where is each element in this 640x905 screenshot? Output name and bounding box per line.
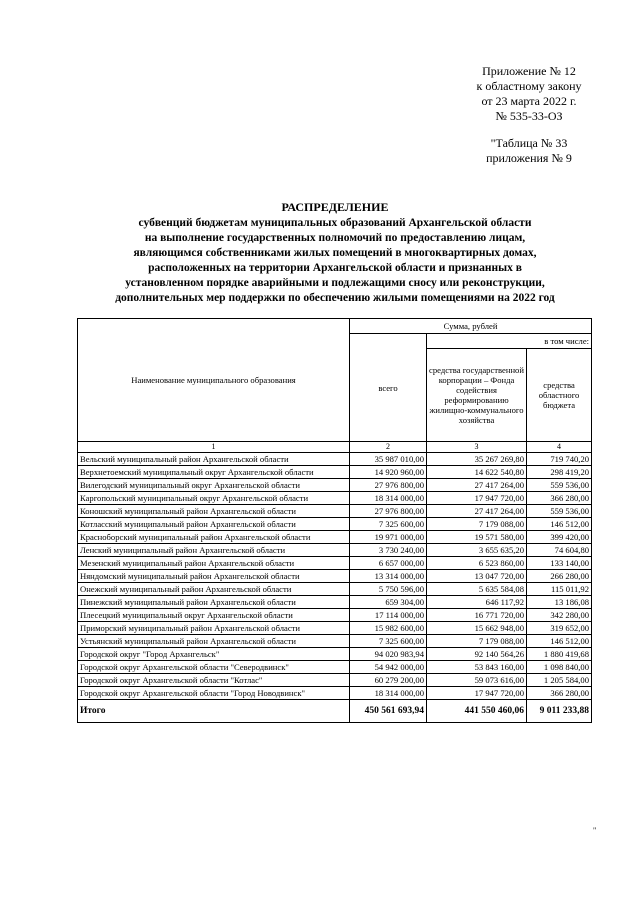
header-fund: средства государственной корпорации – Фонда содействия реформированию жилищно-коммунального хозяйства <box>427 349 527 442</box>
cell-total: 17 114 000,00 <box>350 609 427 622</box>
cell-total: 94 020 983,94 <box>350 648 427 661</box>
cell-municipality: Устьянский муниципальный район Архангельской области <box>78 635 350 648</box>
table-reference-line: "Таблица № 33 <box>490 136 568 150</box>
header-including: в том числе: <box>427 334 592 349</box>
appendix-line: № 535-33-ОЗ <box>495 109 563 123</box>
cell-municipality: Мезенский муниципальный район Архангельской области <box>78 557 350 570</box>
total-regional: 9 011 233,88 <box>527 700 592 723</box>
table-row <box>78 453 592 466</box>
title-line: на выполнение государственных полномочий по предоставлению лицам, <box>144 232 526 244</box>
cell-total: 5 750 596,00 <box>350 583 427 596</box>
table-row <box>78 466 592 479</box>
cell-fund: 17 947 720,00 <box>427 687 527 700</box>
cell-municipality: Ленский муниципальный район Архангельской области <box>78 544 350 557</box>
table-row <box>78 648 592 661</box>
cell-total: 7 325 600,00 <box>350 518 427 531</box>
table-row <box>78 544 592 557</box>
cell-municipality: Коношский муниципальный район Архангельской области <box>78 505 350 518</box>
header-regional: средства областного бюджета <box>527 349 592 442</box>
header-municipality: Наименование муниципального образования <box>78 319 350 442</box>
cell-total: 14 920 960,00 <box>350 466 427 479</box>
cell-fund: 7 179 088,00 <box>427 635 527 648</box>
table-row <box>78 557 592 570</box>
cell-total: 27 976 800,00 <box>350 479 427 492</box>
cell-regional: 1 880 419,68 <box>527 648 592 661</box>
cell-total: 35 987 010,00 <box>350 453 427 466</box>
cell-municipality: Котласский муниципальный район Архангельской области <box>78 518 350 531</box>
title-line: дополнительных мер поддержки по обеспечению жилыми помещениями на 2022 год <box>115 292 555 304</box>
cell-regional: 366 280,00 <box>527 492 592 505</box>
cell-municipality: Плесецкий муниципальный округ Архангельской области <box>78 609 350 622</box>
cell-regional: 13 186,08 <box>527 596 592 609</box>
cell-municipality: Приморский муниципальный район Архангельской области <box>78 622 350 635</box>
cell-fund: 35 267 269,80 <box>427 453 527 466</box>
cell-regional: 342 280,00 <box>527 609 592 622</box>
cell-municipality: Каргопольский муниципальный округ Архангельской области <box>78 492 350 505</box>
cell-fund: 7 179 088,00 <box>427 518 527 531</box>
cell-municipality: Вельский муниципальный район Архангельской области <box>78 453 350 466</box>
cell-regional: 559 536,00 <box>527 505 592 518</box>
closing-quote: " <box>593 826 597 835</box>
table-row <box>78 583 592 596</box>
table-row <box>78 479 592 492</box>
distribution-table <box>77 318 592 723</box>
table-row <box>78 570 592 583</box>
cell-fund: 5 635 584,08 <box>427 583 527 596</box>
cell-total: 18 314 000,00 <box>350 492 427 505</box>
column-index: 3 <box>427 442 527 453</box>
cell-regional: 1 205 584,00 <box>527 674 592 687</box>
cell-regional: 559 536,00 <box>527 479 592 492</box>
title-line: установленном порядке аварийными и подлежащими сносу или реконструкции, <box>125 277 545 289</box>
column-index: 4 <box>527 442 592 453</box>
table-row <box>78 635 592 648</box>
total-label: Итого <box>78 700 350 723</box>
cell-municipality: Онежский муниципальный район Архангельской области <box>78 583 350 596</box>
cell-total: 60 279 200,00 <box>350 674 427 687</box>
table-row <box>78 596 592 609</box>
total-fund: 441 550 460,06 <box>427 700 527 723</box>
cell-regional: 266 280,00 <box>527 570 592 583</box>
table-row <box>78 609 592 622</box>
cell-fund: 53 843 160,00 <box>427 661 527 674</box>
cell-total: 6 657 000,00 <box>350 557 427 570</box>
cell-fund: 13 047 720,00 <box>427 570 527 583</box>
table-row <box>78 518 592 531</box>
table-reference-line: приложения № 9 <box>486 151 572 165</box>
table-row <box>78 687 592 700</box>
header-total: всего <box>350 334 427 442</box>
cell-municipality: Городской округ Архангельской области "Котлас" <box>78 674 350 687</box>
total-sum: 450 561 693,94 <box>350 700 427 723</box>
cell-total: 54 942 000,00 <box>350 661 427 674</box>
appendix-block <box>440 64 618 166</box>
cell-regional: 319 652,00 <box>527 622 592 635</box>
cell-municipality: Няндомский муниципальный район Архангельской области <box>78 570 350 583</box>
title-line: являющимся собственниками жилых помещений в многоквартирных домах, <box>133 247 537 259</box>
appendix-line: к областному закону <box>476 79 582 93</box>
cell-total: 659 304,00 <box>350 596 427 609</box>
cell-municipality: Городской округ Архангельской области "Город Новодвинск" <box>78 687 350 700</box>
header-sum: Сумма, рублей <box>350 319 592 334</box>
cell-total: 15 982 600,00 <box>350 622 427 635</box>
cell-regional: 1 098 840,00 <box>527 661 592 674</box>
table-row <box>78 674 592 687</box>
cell-fund: 59 073 616,00 <box>427 674 527 687</box>
document-title <box>70 200 600 306</box>
table-row <box>78 505 592 518</box>
cell-fund: 646 117,92 <box>427 596 527 609</box>
cell-municipality: Вилегодский муниципальный округ Архангельской области <box>78 479 350 492</box>
title-line: субвенций бюджетам муниципальных образований Архангельской области <box>138 217 532 229</box>
cell-regional: 719 740,20 <box>527 453 592 466</box>
table-row <box>78 492 592 505</box>
cell-fund: 92 140 564,26 <box>427 648 527 661</box>
cell-regional: 133 140,00 <box>527 557 592 570</box>
table-row <box>78 622 592 635</box>
cell-fund: 15 662 948,00 <box>427 622 527 635</box>
cell-regional: 366 280,00 <box>527 687 592 700</box>
title-main: РАСПРЕДЕЛЕНИЕ <box>281 200 389 214</box>
cell-fund: 27 417 264,00 <box>427 479 527 492</box>
cell-total: 7 325 600,00 <box>350 635 427 648</box>
cell-regional: 298 419,20 <box>527 466 592 479</box>
cell-fund: 6 523 860,00 <box>427 557 527 570</box>
cell-fund: 19 571 580,00 <box>427 531 527 544</box>
column-index: 1 <box>78 442 350 453</box>
total-row <box>78 700 592 723</box>
cell-fund: 27 417 264,00 <box>427 505 527 518</box>
column-index: 2 <box>350 442 427 453</box>
cell-municipality: Красноборский муниципальный район Архангельской области <box>78 531 350 544</box>
table-row <box>78 661 592 674</box>
cell-total: 3 730 240,00 <box>350 544 427 557</box>
appendix-line: Приложение № 12 <box>482 64 576 78</box>
cell-fund: 17 947 720,00 <box>427 492 527 505</box>
appendix-line: от 23 марта 2022 г. <box>481 94 577 108</box>
cell-total: 19 971 000,00 <box>350 531 427 544</box>
cell-regional: 115 011,92 <box>527 583 592 596</box>
cell-municipality: Городской округ "Город Архангельск" <box>78 648 350 661</box>
cell-municipality: Городской округ Архангельской области "Северодвинск" <box>78 661 350 674</box>
cell-regional: 146 512,00 <box>527 635 592 648</box>
cell-municipality: Верхнетоемский муниципальный округ Архангельской области <box>78 466 350 479</box>
cell-regional: 146 512,00 <box>527 518 592 531</box>
cell-fund: 16 771 720,00 <box>427 609 527 622</box>
cell-regional: 399 420,00 <box>527 531 592 544</box>
cell-municipality: Пинежский муниципальный район Архангельской области <box>78 596 350 609</box>
cell-regional: 74 604,80 <box>527 544 592 557</box>
cell-total: 27 976 800,00 <box>350 505 427 518</box>
table-row <box>78 531 592 544</box>
title-line: расположенных на территории Архангельской области и признанных в <box>148 262 522 274</box>
cell-total: 13 314 000,00 <box>350 570 427 583</box>
cell-fund: 14 622 540,80 <box>427 466 527 479</box>
cell-total: 18 314 000,00 <box>350 687 427 700</box>
cell-fund: 3 655 635,20 <box>427 544 527 557</box>
